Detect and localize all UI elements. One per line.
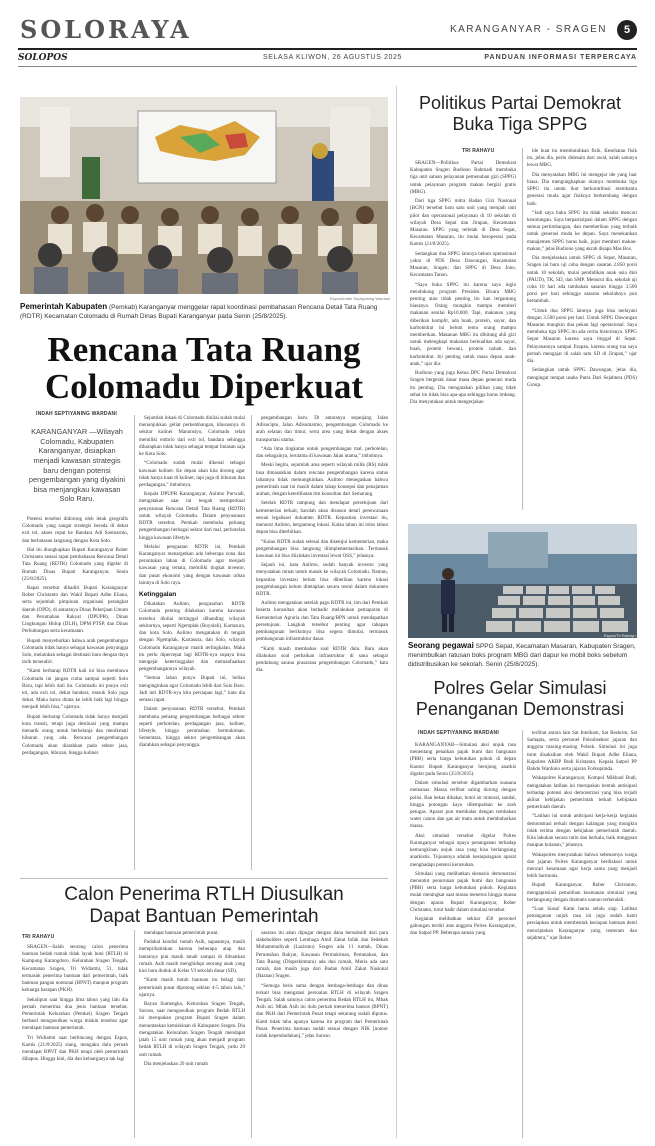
article-lede: KARANGANYAR —Wilayah Colomadu, Kabupaten Karanganyar, disiapkan menjadi kawasan strategis baru dengan potensi pengembangan yang diyakini bisa menjangkau kawasan Solo Raru. (28, 427, 126, 504)
column-divider (134, 930, 135, 1138)
headline-rtlh: Calon Penerima RTLH Diusulkan Dapat Bantuan Pemerintah (64, 884, 344, 927)
photo-caption (20, 302, 388, 322)
column-divider (134, 415, 135, 870)
section-divider (20, 878, 388, 879)
article-column: SRAGEN—Salah seorang calon penerima bantuan bedah rumah tidak layak huni (RTLH) di Kampung Karangdoro, Kelurahan Sragen Tengah, Kecamatan Sragen, Tri Widiatmi, 51, tidak termasuk penerima bantuan dari pemerintah, baik bantuan pangan nontunai (BPNT) maupun program keluarga harapan (PKH). Sekalipun saat hingga lima tahun yang lalu dia pernah menerima dua jenis bantuan tersebut. Pemerintah Kelurahan (Pemkel) Sragen Tengah berhasil mengusulkan warga miskin tersebut agar mendapat bantuan pemerintah. Tri Widiatmi saat berbincang dengan Espos, Kamis (21/8/2025) siang, mengaku dulu pernah mendapat BPNT dan PKH tetapi oleh pemerintah dihapus. Hingga kini, dia dan keluarganya tak lagi (22, 944, 128, 1063)
byline: INDAH SEPTIYANING WARDANI (418, 730, 499, 736)
byline: TRI RAHAYU (22, 934, 55, 940)
article-column: ide kuat itu membutuhkan fisik. Kesehatan fisik itu, jelas dia, perlu didesain dari awal, salah satunya lewat MBG. Dia menyatakan MBG ini mengejar ide yang luar biasa. Dia mengungkapkan niatnya membuka tiga SPPG itu untuk ikut berkontribusi membantu generasi muda agar fisiknya berkembang dengan baik. “Jadi saya buka SPPG itu tidak sekadar mencari keuntungan. Saya berpartisipasi dalam SPPG dengan semua pertimbangan, dan memberikan yang terbaik untuk generasi muda ke depan. Saya menekankan manajemen SPPG harus baik, jujur memberi makan-makan,” jelas Budiono yang akrab disapa Mas Bos. Dia menjelaskan untuk SPPG di Sepat, Masaran, Sragen ini baru uji coba dengan sasaran 2.850 porsi untuk 10 sekolah, mulai pendidikan anak usia dini (PAUD), TK, SD, dan SMP. Menurut dia, sekolah uji coba 10 hari ada tambahan sasaran hingga 3.500 porsi per hari sehingga sasaran sekolahnya pun bertambah. “Untuk dua SPPG lainnya juga bisa melayani dengan 3.500 porsi per hari. Untuk SPPG Dawungan Masaran mungkin dua pekan lagi operasional. Saya membuka tiga SPPG itu ada cerita historisnya. SPPG Sepat Masaran karena saya tinggal di Sepat. Pelayanannya sampai Jirapan, karena orang tua saya pernah mengajar di salah satu SD di Jirapan,” ujar dia. Sedangkan untuk SPPG Dawungan, jelas dia, mengingat tempat usaha Putra Dari Sejahtera (PDS) Group. (527, 148, 637, 388)
kitchen-scene-illustration (408, 524, 637, 638)
masthead-subline (18, 52, 637, 65)
issue-date: SELASA KLIWON, 26 AGUSTUS 2025 (263, 54, 402, 61)
article-column: Potensi tersebut didorong oleh letak geografis Colomadu yang sangat strategis berada di dekat exit tol, akses cepat ke Bandara Adi Soemarmo, dan berbatasan langsung dengan Kota Solo. Hal itu diungkapkan Bupati Karanganyar Rober Christanto seusai rapat pembahasan Rencana Detail Tata Ruang (RDTR) Colomadu yang digelar di Rumah Dinas Bupati Karanganyar, Senin (25/8/2025). Rapat tersebut dihadiri Bupati Karanganyar Rober Christanto dan Wakil Bupati Adhe Eliana, serta sejumlah pimpinan organisasi perangkat daerah (OPD), di antaranya Dinas Pekerjaan Umum dan Perumahan Rakyat (DPUPR), Dinas Lingkungan Hidup (DLH), DPM PTSP, dan Dinas Perhubungan serta kecamatan. Bupati menyebutkan bahwa arah pengembangan Colomadu tidak hanya sebagai kawasan penyangga Solo, melainkan sebagai destinasi baru dengan daya tarik tersendiri. “Kami berharap RDTR kali ini bisa membawa Colomadu ini jangan cuma sampai sepetti Solo Baru, tapi lebih dari itu. Colomadu ini punya exit tol, ada exit tol, dekat bandara, masuk Solo juga dekat. Maka harus ditata ke lebih baik lagi hingga menjadi lebih bisa,” ujarnya. Bupati berharap Colomadu tidak hanya menjadi kota transit, tetapi juga destinasi yang mampu menarik orang untuk berbelanja dan menikmati hiburan yang ada. Rencana pengembangan Colomadu akan diarahkan pada sektor jasa, perdagangan, hiburan, hingga kuliner. (22, 516, 128, 756)
article-column: KARANGANYAR—Simulasi aksi unjuk rasa menentang penaikan pajak bumi dan bangunan (PBB) serta harga kebutuhan pokok di depan Kantor Bupati Karanganyar berujung anarkis digelar pada Senin (25/8/2025). Dalam simulasi tersebut digambarkan suasana memanas. Massa terlibat saling dorong dengan polisi. Ban bekas dibakar, botol air mineral, sandal, hingga potongan kayu dilemparkan ke arah petugas. Aparat pun membalas dengan tembakan water canon dan gas air mata untuk membubarkan massa. Aksi simulasi tersebut digelar Polres Karanganyar sebagai upaya penanganan terhadap kemungkinan unjuk rasa yang bisa berlangsung anarkistis. Tujuannya adalah kesiapsiagaan aparat menghadapi potensi kerusuhan. Simulasi yang melibatkan skenario demonstrasi menuntut penurunan pajak bumi dan bangunan (PBB) serta harga kebutuhan pokok. Kegiatan mulai meningkat saat massa menerus hingga massa dengan aparat. Bupati Karanganyar, Rober Christanto, turut hadir dalam simulasi tersebut. Kegiatan melibatkan sekitar 450 personel gabungan terdiri atas anggota Polres Karanganyar, dan Satpol PP. Beberapa satuan yang (410, 742, 516, 937)
column-divider (251, 930, 252, 1138)
caption-text: SPPG Sepat, Kecamatan Masaran, Kabupaten Sragen, menimbulkan ratusan boks program MBG dari dapur ke mobil boks sebelum didistribusikan ke sekolah. Senin (25/8/2025). (408, 643, 636, 668)
kitchen-photo (408, 524, 637, 638)
photo-credit: Espos/Indah Septiyaning Wardani (330, 296, 391, 301)
section-title: SOLORAYA (20, 15, 192, 44)
byline: INDAH SEPTIYANING WARDANI (36, 411, 117, 417)
byline: TRI RAHAYU (462, 148, 495, 154)
column-divider (522, 148, 523, 510)
headline-polres: Polres Gelar Simulasi Penanganan Demonstrasi (415, 678, 625, 719)
article-subhead: Ketinggalan (139, 591, 177, 599)
tagline: PANDUAN INFORMASI TERPERCAYA (484, 54, 637, 61)
caption-text: (Pemkab) Karanganyar menggelar rapat koordinasi pembahasan Rencana Detail Tata Ruang (RDTR) Kecamatan Colomadu di Rumah Dinas Bupati Karanganyar pada Senin (25/8/2025). (20, 304, 378, 320)
article-column: sasaran itu akan dipugar dengan dana bersubsidi dari para stakeholders seperti Lembaga Amil Zakat Infak dan Sedekah Muhammadiyah (Lazismu) Sragen ada 11 rumah, Dinas Perumahan Rakyat, Kawasan Permukiman, Pertanahan, dan Tata Ruang (Disperkimtaru) ada dua rumah, Muria ada satu rumah, dan masih juga dari Badan Amil Zakat Nasional (Baznas) Sragen. “Semoga beris sama dengan lembaga-lembaga dan dinas terkait bisa mengatasi persoalan RTLH di wilayah Sragen Tengah. Salah satunya calon penerima Bedah RTLH itu, Mbak Asih ini. Mbak Asih ini dulu pernah menerima bansos (BPNT) dan PKH dari Pemerintah Pusat tetapi sekarang sudah diputus. Kami tidak tahu apanya karena itu program dari Pemerintah Pusat. Penerima bantuan sudah sesuai dengan NIK [nomor induk kependudukan],” jelas Suroso. (256, 930, 388, 1040)
meeting-photo (20, 97, 388, 294)
region-label: KARANGANYAR - SRAGEN (449, 24, 607, 35)
headline-rdtr: Rencana Tata Ruang Colomadu Diperkuat (45, 330, 363, 406)
article-column: pengembangan baru. Di antaranya sepanjang Jalan Adisucipto, Jalan Adisumarmo, pengembangan Colomadu ke arah selatan dan timur, serta area yang dekat dengan akses transportasi utama. “Ada lima tingkatan untuk pengembangan mal, perhotelan, dan sebagainya, terutama di kawasan Jalan utama,” imbuhnya. Meski begitu, sejumlah area seperti wilayah milik (RS) tidak bisa dimasukkan dalam rencana pengembangan karena status lahannya tidak memungkinkan. Aulimo menegaskan bahwa pemerintah saat ini masih dalam tahap konsepsi dan penajaman arahan, dengan keterlibatan tim konsultan dari Semarang. Setelah RDTR rampung dan mendapat persetujuan dari kementerian terkait, barulah akan disusun detail perencanaan sesuai legalisasi dokumen RDTR. Kepastian investasi itu, menurut Aulimo, bergantung lokasi. Kalau tahun ini lolos tahun depan bisa diterbitkan. “Kalau RDTR sudah selesai dan disetujui kementerian, maka pengembangan bisa langsung diimplementasikan. Termasuk kawasan ini bisa diizinkan investasi lewat OSS,” jelasnya. Sejauh ini, kata Aulimo, sudah banyak investor yang menyatakan minat untuk masuk ke wilayah Colomadu. Namun, kepastian investasi belum bisa diberikan karena lokasi pengembangan belum ditetapkan secara resmi dalam dokumen RDTR. Aulimo mengatakan setelah pagu RDTR ini, tim dari Pemkab beserta konsultan akan berhadir melakukan pemaparan di Kementerian Agraria dan Tata Ruang/BPN untuk mendapatkan persetujuan. Langkah tersebut penting agar tahapan pembangunan berikutnya bisa segera dimulai, termasuk pembangunan infrastruktur dasar. “Kami masih membahas soal RDTR dulu. Baru akan dilakukan soal perbaikan infrastruktur di sana sebagai pendukung sarana prasarana pengembangan Colomadu,” kata dia. (256, 415, 388, 674)
caption-lead: Pemerintah Kabupaten (20, 302, 108, 311)
masthead-rule (18, 48, 637, 50)
page-number-badge: 5 (617, 20, 637, 40)
column-divider (251, 415, 252, 870)
paper-logo: SOLOPOS (18, 53, 68, 63)
article-column: Sejumlah lokasi di Colomadu dinilai sudah mulai menunjukkan geliat perkembangan, khususnya di sekitar kuliner Manunsiyo, Colomadu telah memiliki embrio dari exit tol, bandara sehingga diharapkan tidak hanya sebagai tempat lintasan saja ke Kota Solo. “Colomadu sudah mulai dikenal sebagai kawasan kuliner. Ke depan akan kita dorong agar tidak hanya kuat di kuliner, tapi juga di hiburan dan perdagangan,” imbuhnya. Kepala DPUPR Karanganyar, Aulimo Purwadi, mengatakan saat ini tengah memperkuat penyusunan Rencana Detail Tata Ruang (RDTR) untuk wilayah Colomadu. Dalam penyusunan RDTR tersebut, Pemkab membuka peluang pengembangan berbagai sektor dari mal, perhotelan hingga kawasan lifestyle. Melalui penguatan RDTR ini, Pemkab Karanganyar menargetkan ada beberapa zona dan peruntukan lahan di Colomadu agar menjadi kawasan yang tertata, memiliki tingkat investor, dan pusat ekonomi yang dengan kawasan urban lainnya di Solo raya. Ketinggalan Dikatakan Aulimo, pengusahan RDTR Colomadu penting dilakukan karena kawasan tersebut dinilai tertinggal dibanding wilayah sekitarnya, seperti Ngemplak (Boyolali), Kartasura, dan kota Solo. Aulimo mengatakan di tengah dengan Ngemplak, Kartasura, dan Solo, wilayah Colomadu Karanganyar masih terlingkalan. Maka itu perlu dipercepat lagi RDTR-nya supaya bisa mengejar ketertinggalan dan memanfaatkan pengembangannya wilayah. “Semua lahan punya Bupati ini, beliau menginginkan agar Colomadu lebih dari Solo Baru. Jadi inti RDTR-nya kita persiapan lagi,” kata dia semasi rapat. Dalam penyusunan RDTR tersebut, Pemkab membuka peluang pengembangan berbagai sektor seperti perhotelan, perdagangan jasa, kuliner, lifestyle, hingga perumahan bermukiman. Sementara, hingga sektor pengembangan akan diarahkan sebagai penyangga. (139, 415, 245, 749)
article-column: mendapat bantuan pemerintah pusat. Padahal kondisi rumah Asih, sapaannya, masih memprihatinkan karena beberapa atap dan lantainya pun masih tanah sampai di dibuatkan rumah. Asih masih menghidupi seorang anak yang kini baru duduk di Kelas VI sekolah dasar (SD). “Kami masih butuh bantuan itu belagi dari pemerintah pusat dipotong sekitar 4-5 tahun lalu,” ujarnya. Bayan Sumengko, Kelurahan Sragen Tengah, Suroso, saat mengusulkan program Bedah RTLH ini merupakan program Bupati Sragen dalam menuntaskan kemiskinan di Kabupaten Sragen. Dia mengatakan Kelurahan Sragen Tengah mendapat jatah 15 unit rumah yang akan menjadi program bedah RTLH di wilayah Sragen Tengah, yaitu 20 unit rumah. Dia menjelaskan 20 unit rumah (139, 930, 245, 1067)
column-divider (522, 730, 523, 1138)
caption-lead: Seorang pegawai (408, 641, 474, 650)
article-column: terlibat antara lain Sat Intelkam, Sat Reskrim, Sat Samapta, serta personel Polsubsektor jajaran dan anggota masing-masing Polsek. Simulasi ini juga turut disaksikan oleh Wakil Bupati Adhe Eliana, Kapolres AKBP Budi Kristanto, Kepala Satpol PP Bakdo Wardono serta jajaran Forkopimda. Wakapolres Karanganyar, Kompol Mikhaul Budi, mengatakan latihan ini merupakan bentuk antisipasi terhadap potensi aksi demonstrasi yang bisa terjadi akibat kebijakan pemerintah terkait kebijakan pemerintah daerah. “Latihan ini untuk antisipasi kerja-kerja kegiatan demonstrasi terkait dengan kalangan yang mungkin tidak terima dengan kebijakan pemerintah daerah. Kita lakukan secara rutin dan berkala, baik minggoan maupun bulanan,” jelasnya. Wakapolres menyatakan bahwa sebenarnya warga dan jajaran Polres Karanganyar berdiskusi untuk mencari kesamaan agar kerja sama yang menjadi lebih harmonis. Bupati Karanganyar, Rober Christanto, mengapresiasi pemulihan keamanan simulasi yang berlangsung dengan dramatis namun terkendali. “Luar biasa! Kami harus selalu siap. Latihan penanganan unjuk rasa ini juga sudah kami persiapkan untuk membentuk kesiapan bantuan demi menciptakan Karanganyar yang tenteram dan sejahtera,” ujar Rober. (527, 730, 637, 941)
headline-sppg: Politikus Partai Demokrat Buka Tiga SPPG (418, 93, 622, 134)
article-column: SRAGEN—Politikus Partai Demokrat Kabupaten Sragen Budiono Rahmadi membuka tiga unit satuan pelayanan pemenuhan gizi (SPPG) untuk pelayanan program makan bergizi gratis (MBG). Dari tiga SPPG mitra Badan Gizi Nasional (BGN) tersebut baru satu unit yang menjadi unit pilot dan operasional pelayanan di 10 sekolah di wilayah Desa Sepat dan Jirapan, Kecamatan Masaran. SPPG yang terletak di Desa Sepat, Kecamatan Masaran, itu mulai beroperasi pada Kamis (21/8/2025). Sedangkan dua SPPG lainnya belum operasional yakni di PDS Desa Dawungan, Kecamatan Masaran, Sragen; dan SPPG di Desa Jono, Kecamatan Tanon. “Saya buka SPPG itu karena saya ingin mendukung program Presiden. Bicara MBG penting atau tidak penting itu kan tergantung biasanya. Orang mungkin mampu memberi makanan senilai Rp10.000. Tapi, makanan yang diberikan komplit, ada buah, protein, sayur, dan karbohidrat ini belum tentu orang mampu memberikan. Makanan MBG itu dihitung ahli gizi untuk melengkapi makanan berkualitas ada sayur, buah, protein hewani, protein nabati, dan karbohidrat. Ini penting untuk masa depan anak-anak,” ujar dia. Budiono yang juga Ketua DPC Partai Demokrat Sragen bergerak dasar masa depan generasi muda itu penting. Dia mengatakan pilihan yang tidak sehat itu tidak bisa apa-apa sehingga harus imbang. Dia menyatakan untuk mengerjakan (410, 160, 516, 405)
meeting-scene-illustration (20, 97, 388, 294)
photo-credit: Espos/Tri Rahayu (604, 633, 636, 638)
masthead (0, 0, 655, 62)
page-column-divider (396, 86, 397, 1138)
photo-caption (408, 641, 637, 669)
subline-rule (18, 66, 637, 67)
